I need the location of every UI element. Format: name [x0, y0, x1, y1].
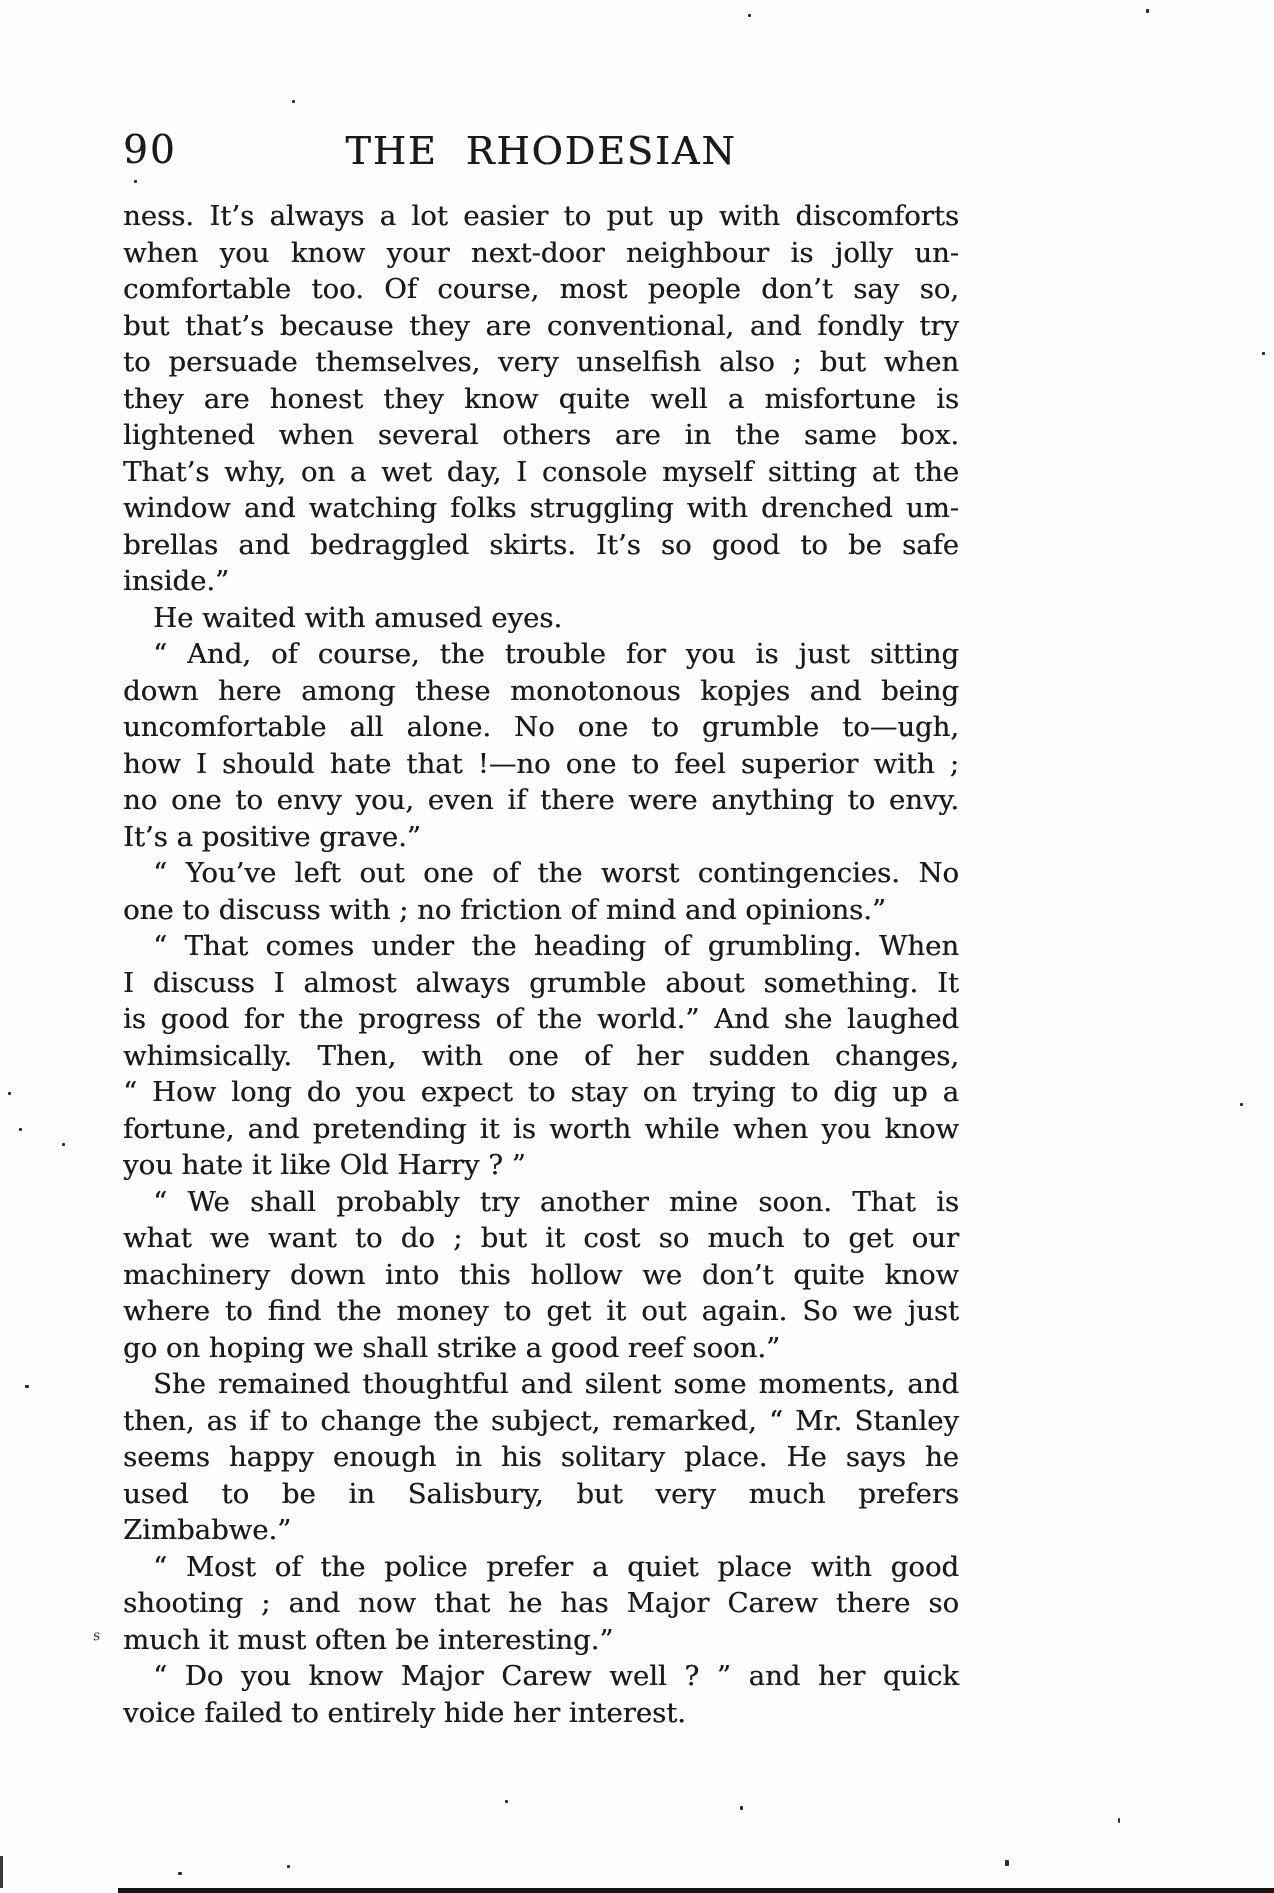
scan-speck: [287, 1865, 290, 1868]
text-line: fortune, and pretending it is worth while when you know: [123, 1112, 959, 1145]
scan-speck: [1262, 352, 1265, 355]
text-line: comfortable too. Of course, most people don’t say so,: [123, 273, 959, 305]
page-number: 90: [123, 128, 177, 173]
text-line: no one to envy you, even if there were anything to envy.: [123, 784, 959, 816]
text-line: where to find the money to get it out again. So we just: [123, 1295, 959, 1327]
scan-speck: [19, 1128, 22, 1131]
text-line: He waited with amused eyes.: [153, 601, 563, 634]
text-line: window and watching folks struggling with drenched um-: [123, 492, 959, 524]
text-line: Zimbabwe.”: [123, 1514, 292, 1546]
text-line: ness. It’s always a lot easier to put up with discomforts: [123, 200, 959, 232]
text-line: “ How long do you expect to stay on trying to dig up a: [123, 1076, 959, 1108]
text-line: then, as if to change the subject, remarked, “ Mr. Stanley: [123, 1404, 959, 1437]
scan-speck: [1240, 1103, 1243, 1106]
text-line: “ And, of course, the trouble for you is just sitting: [153, 638, 959, 670]
paragraph: [123, 1184, 959, 1367]
scan-speck: [505, 1800, 508, 1803]
margin-mark: s: [91, 1627, 102, 1645]
scan-edge-artifact: [0, 1856, 3, 1888]
paragraph: [123, 1658, 959, 1731]
text-line: machinery down into this hollow we don’t quite know: [123, 1258, 959, 1291]
scan-speck: [748, 14, 751, 17]
running-title: THE RHODESIAN: [345, 129, 737, 173]
paragraph: [123, 198, 959, 600]
paragraph: [123, 855, 959, 928]
paragraph: [123, 928, 959, 1184]
text-line: what we want to do ; but it cost so much to get our: [123, 1222, 959, 1254]
scan-speck: [134, 180, 137, 183]
text-line: seems happy enough in his solitary place. He says he: [123, 1441, 959, 1473]
text-line: “ Most of the police prefer a quiet place with good: [153, 1550, 959, 1583]
text-line: brellas and bedraggled skirts. It’s so good to be safe: [123, 528, 959, 561]
text-line: used to be in Salisbury, but very much prefers: [123, 1477, 959, 1510]
text-line: but that’s because they are conventional, and fondly try: [123, 309, 959, 342]
text-body: [123, 198, 959, 1731]
scan-speck: [8, 1092, 11, 1095]
text-line: inside.”: [123, 565, 230, 597]
text-line: much it must often be interesting.”: [123, 1623, 614, 1656]
scan-speck: [25, 1385, 29, 1388]
text-line: you hate it like Old Harry ? ”: [123, 1149, 526, 1181]
scan-speck: [1146, 9, 1149, 13]
text-line: “ Do you know Major Carew well ? ” and her quick: [153, 1660, 959, 1692]
page-header: [123, 128, 959, 178]
text-line: they are honest they know quite well a misfortune is: [123, 382, 959, 415]
paragraph: [123, 636, 959, 855]
text-line: voice failed to entirely hide her interest.: [123, 1696, 686, 1729]
scan-speck: [292, 100, 295, 103]
text-line: “ That comes under the heading of grumbling. When: [153, 930, 959, 962]
scan-speck: [1005, 1860, 1009, 1866]
paragraph: [123, 1549, 959, 1659]
text-line: one to discuss with ; no friction of mind and opinions.”: [123, 893, 886, 926]
text-line: “ You’ve left out one of the worst contingencies. No: [153, 857, 959, 889]
scan-bottom-bar: [118, 1888, 1274, 1893]
text-line: uncomfortable all alone. No one to grumble to—ugh,: [123, 711, 959, 743]
text-line: She remained thoughtful and silent some moments, and: [153, 1368, 959, 1400]
text-line: when you know your next-door neighbour is jolly un-: [123, 236, 959, 269]
paragraph: [123, 1366, 959, 1549]
text-line: go on hoping we shall strike a good reef soon.”: [123, 1331, 781, 1364]
text-line: That’s why, on a wet day, I console myself sitting at the: [123, 455, 959, 488]
scan-speck: [740, 1806, 743, 1810]
scan-speck: [178, 1872, 182, 1875]
text-line: how I should hate that !—no one to feel superior with ;: [123, 747, 959, 780]
scan-speck: [62, 1143, 65, 1146]
text-line: to persuade themselves, very unselfish also ; but when: [123, 346, 959, 378]
text-line: “ We shall probably try another mine soon. That is: [153, 1185, 959, 1218]
text-line: is good for the progress of the world.” And she laughed: [123, 1003, 959, 1035]
text-line: whimsically. Then, with one of her sudden changes,: [123, 1039, 959, 1072]
paragraph: [123, 600, 959, 637]
text-line: It’s a positive grave.”: [123, 820, 421, 853]
text-line: lightened when several others are in the same box.: [123, 419, 959, 451]
text-line: shooting ; and now that he has Major Carew there so: [123, 1587, 959, 1619]
text-line: down here among these monotonous kopjes and being: [123, 674, 959, 707]
text-line: I discuss I almost always grumble about something. It: [123, 966, 959, 999]
scan-speck: [1118, 1818, 1120, 1823]
